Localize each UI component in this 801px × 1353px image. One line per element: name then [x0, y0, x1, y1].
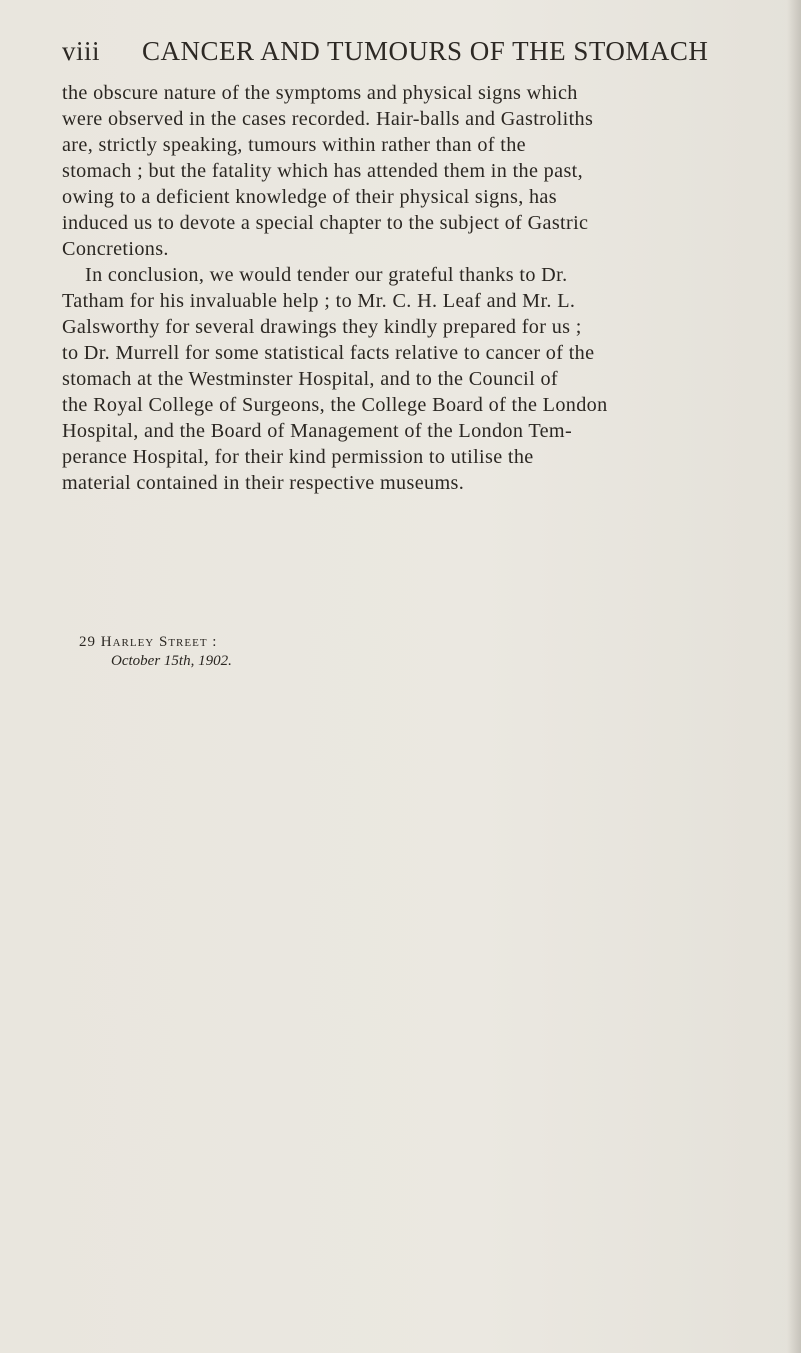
text-line: were observed in the cases recorded. Hair-balls and Gastroliths [62, 108, 594, 130]
paragraph-acknowledgements [62, 262, 762, 496]
text-line: are, strictly speaking, tumours within rather than of the [62, 134, 526, 156]
running-title: CANCER AND TUMOURS OF THE STOMACH [142, 36, 709, 66]
signature-block [79, 633, 232, 671]
text-line: perance Hospital, for their kind permission to utilise the [62, 446, 534, 468]
text-line: stomach at the Westminster Hospital, and to the Council of [62, 368, 558, 390]
text-line: Concretions. [62, 238, 169, 260]
signature-date: October 15th, 1902. [111, 653, 232, 669]
text-line: to Dr. Murrell for some statistical facts relative to cancer of the [62, 342, 595, 364]
text-line: material contained in their respective museums. [62, 472, 465, 494]
text-line: the Royal College of Surgeons, the College Board of the London [62, 394, 608, 416]
text-line: Tatham for his invaluable help ; to Mr. C. H. Leaf and Mr. L. [62, 290, 576, 312]
text-line: Galsworthy for several drawings they kindly prepared for us ; [62, 316, 582, 338]
text-line: induced us to devote a special chapter to the subject of Gastric [62, 212, 589, 234]
paragraph-continued [62, 80, 762, 262]
running-head [62, 36, 742, 67]
text-line: the obscure nature of the symptoms and physical signs which [62, 82, 578, 104]
signature-address: 29 Harley Street : [79, 634, 218, 650]
text-line: stomach ; but the fatality which has attended them in the past, [62, 160, 584, 182]
body-text [62, 80, 762, 496]
text-line: In conclusion, we would tender our grateful thanks to Dr. [85, 264, 568, 286]
page-number: viii [62, 36, 101, 66]
text-line: Hospital, and the Board of Management of the London Tem- [62, 420, 573, 442]
page-edge-shadow [787, 0, 801, 1353]
text-line: owing to a deficient knowledge of their physical signs, has [62, 186, 557, 208]
